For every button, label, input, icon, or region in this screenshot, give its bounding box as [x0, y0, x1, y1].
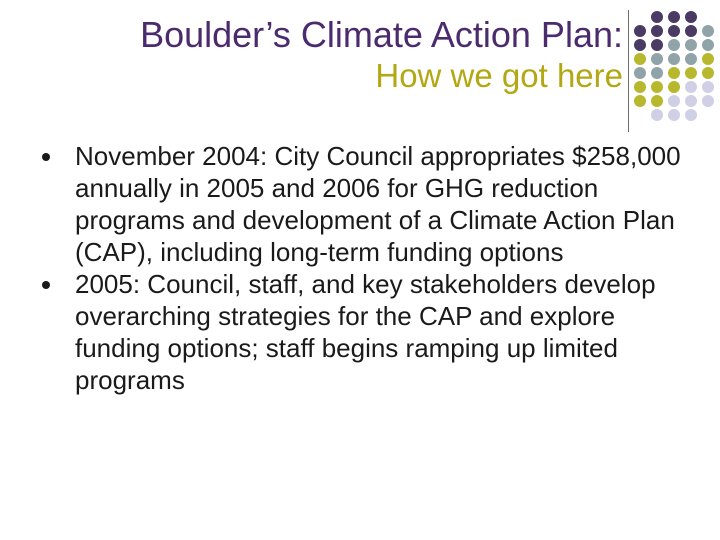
decorative-dot: [668, 95, 680, 107]
decorative-dot: [685, 95, 697, 107]
decorative-dot: [685, 25, 697, 37]
decorative-dot: [651, 95, 663, 107]
decorative-dot: [685, 53, 697, 65]
decorative-dot: [702, 53, 714, 65]
decorative-dot: [685, 11, 697, 23]
decorative-dot: [634, 81, 646, 93]
bullet-dot-icon: [42, 281, 50, 289]
slide-title: [20, 14, 623, 96]
decorative-dot: [702, 95, 714, 107]
title-line-2: How we got here: [375, 57, 623, 94]
bullet-item: [42, 140, 682, 268]
decorative-dot: [634, 25, 646, 37]
decorative-dot: [651, 109, 663, 121]
decorative-dot: [668, 81, 680, 93]
decorative-dot: [668, 25, 680, 37]
decorative-dot: [651, 25, 663, 37]
decorative-dot: [651, 39, 663, 51]
title-line-1: Boulder’s Climate Action Plan:: [140, 14, 623, 55]
decorative-dot: [651, 81, 663, 93]
decorative-dot: [685, 67, 697, 79]
decorative-dot: [668, 39, 680, 51]
decorative-dot: [634, 67, 646, 79]
bullet-item: [42, 268, 682, 396]
decorative-dot: [651, 67, 663, 79]
title-divider: [628, 10, 629, 132]
decorative-dot: [702, 25, 714, 37]
bullet-list: [42, 140, 682, 396]
decorative-dot-grid: [633, 10, 717, 122]
decorative-dot: [685, 81, 697, 93]
decorative-dot: [634, 95, 646, 107]
decorative-dot: [702, 67, 714, 79]
bullet-text: November 2004: City Council appropriates $258,000 annually in 2005 and 2006 for GHG reduction programs and development of a Climate Action Plan (CAP), including long-term funding options: [75, 141, 681, 267]
decorative-dot: [651, 53, 663, 65]
decorative-dot: [634, 39, 646, 51]
decorative-dot: [668, 53, 680, 65]
decorative-dot: [702, 39, 714, 51]
decorative-dot: [668, 67, 680, 79]
decorative-dot: [668, 11, 680, 23]
decorative-dot: [651, 11, 663, 23]
decorative-dot: [702, 81, 714, 93]
decorative-dot: [685, 109, 697, 121]
decorative-dot: [685, 39, 697, 51]
decorative-dot: [668, 109, 680, 121]
bullet-text: 2005: Council, staff, and key stakeholders develop overarching strategies for the CAP and explore funding options; staff begins ramping up limited programs: [75, 269, 656, 395]
decorative-dot: [634, 53, 646, 65]
bullet-dot-icon: [42, 153, 50, 161]
